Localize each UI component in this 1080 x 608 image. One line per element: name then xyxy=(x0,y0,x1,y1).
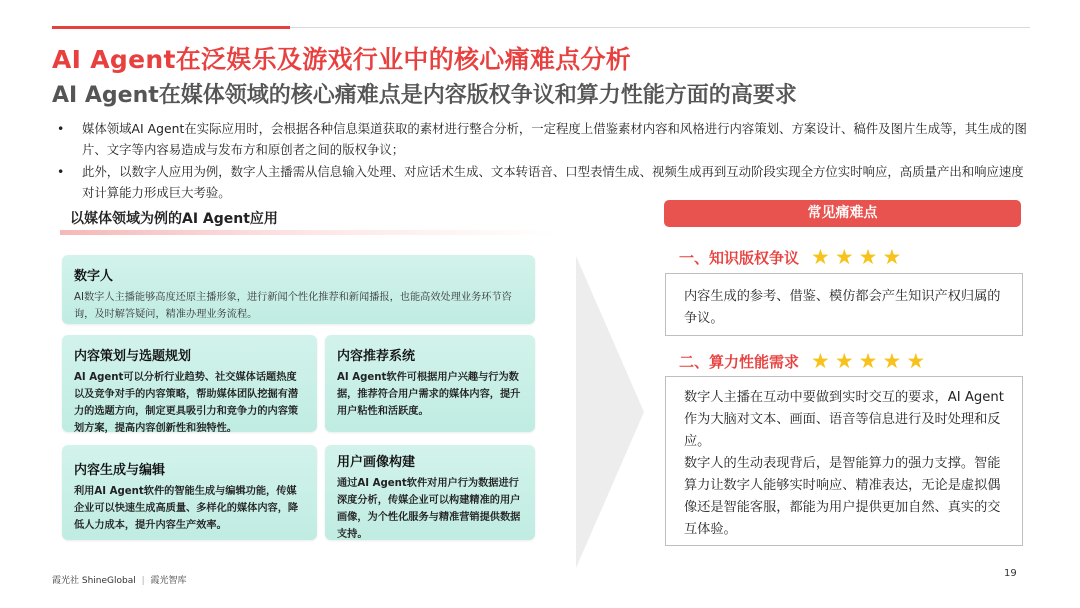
card-content-planning xyxy=(62,335,317,432)
card-description: 利用AI Agent软件的智能生成与编辑功能，传媒企业可以快速生成高质量、多样化的媒体内容，降低人力成本，提升内容生产效率。 xyxy=(74,486,299,531)
page-subtitle: AI Agent在媒体领域的核心痛难点是内容版权争议和算力性能方面的高要求 xyxy=(52,83,797,108)
card-recommendation-system xyxy=(325,335,535,432)
pain-points-header: 常见痛难点 xyxy=(664,200,1021,227)
pain-point-title-text: 一、知识版权争议 xyxy=(679,248,800,267)
pain-point-description: 数字人主播在互动中要做到实时交互的要求，AI Agent作为大脑对文本、画面、语音等信息进行及时处理和反应。 xyxy=(684,390,1004,449)
footer-separator: | xyxy=(141,576,145,586)
media-heading-underline xyxy=(60,230,557,235)
pain-point-description-box xyxy=(665,376,1023,546)
page-title: AI Agent在泛娱乐及游戏行业中的核心痛难点分析 xyxy=(52,45,632,74)
card-description: AI Agent可以分析行业趋势、社交媒体话题热度以及竞争对手的内容策略，帮助媒体团队挖掘有潜力的选题方向，制定更具吸引力和竞争力的内容策划方案，提高内容创新性和独特性。 xyxy=(74,372,299,434)
star-rating-icon: ★★★★ xyxy=(811,245,907,269)
pain-point-description: 数字人的生动表现背后，是智能算力的强力支撑。智能算力让数字人能够实时响应、精准表达，无论是虚拟偶像还是智能客服，都能为用户提供更加自然、真实的交互体验。 xyxy=(684,456,1001,537)
chevron-arrow-icon xyxy=(576,256,644,568)
card-description: 通过AI Agent软件对用户行为数据进行深度分析，传媒企业可以构建精准的用户画像，为个性化服务与精准营销提供数据支持。 xyxy=(337,478,521,540)
pain-point-title xyxy=(679,349,930,373)
bullet-text: 此外，以数字人应用为例，数字人主播需从信息输入处理、对应话术生成、文本转语音、口型表情生成、视频生成再到互动阶段实现全方位实时响应，高质量产出和响应速度对计算能力形成巨大考验。 xyxy=(82,164,1024,200)
media-section-heading: 以媒体领域为例的AI Agent应用 xyxy=(70,211,278,227)
card-digital-human xyxy=(62,255,535,324)
pain-point-description-box xyxy=(665,273,1023,336)
card-title: 内容生成与编辑 xyxy=(74,463,166,478)
card-title: 用户画像构建 xyxy=(337,455,416,470)
page-number: 19 xyxy=(1004,568,1017,579)
bullet-marker: • xyxy=(57,121,65,136)
bullet-text: 媒体领域AI Agent在实际应用时，会根据各种信息渠道获取的素材进行整合分析，一定程度上借鉴素材内容和风格进行内容策划、方案设计、稿件及图片生成等，其生成的图片、文字等内容易造成与发布方和原创者之间的版权争议； xyxy=(82,121,1027,157)
card-title: 内容策划与选题规划 xyxy=(74,349,192,364)
card-title: 数字人 xyxy=(74,269,114,284)
pain-point-title-text: 二、算力性能需求 xyxy=(679,352,800,371)
pain-point-title xyxy=(679,245,906,269)
card-title: 内容推荐系统 xyxy=(337,349,416,364)
bullet-list xyxy=(55,118,1030,204)
footer-brand xyxy=(52,573,187,586)
bullet-item xyxy=(55,161,1030,203)
pain-point-description: 内容生成的参考、借鉴、模仿都会产生知识产权归属的争议。 xyxy=(684,289,1001,326)
card-content-generation xyxy=(62,445,317,540)
card-user-profiling xyxy=(325,445,535,540)
card-description: AI数字人主播能够高度还原主播形象，进行新闻个性化推荐和新闻播报，也能高效处理业务环节咨询，及时解答疑问，精准办理业务流程。 xyxy=(74,292,512,320)
bullet-item xyxy=(55,118,1030,160)
star-rating-icon: ★★★★★ xyxy=(811,349,931,373)
top-accent-bar xyxy=(52,26,290,29)
card-description: AI Agent软件可根据用户兴趣与行为数据，推荐符合用户需求的媒体内容，提升用户粘性和活跃度。 xyxy=(337,372,521,417)
brand-think-tank-logo: 霞光智库 xyxy=(150,576,187,586)
brand-shineglobal-logo: 霞光社 ShineGlobal xyxy=(52,576,136,586)
bullet-marker: • xyxy=(57,164,65,179)
